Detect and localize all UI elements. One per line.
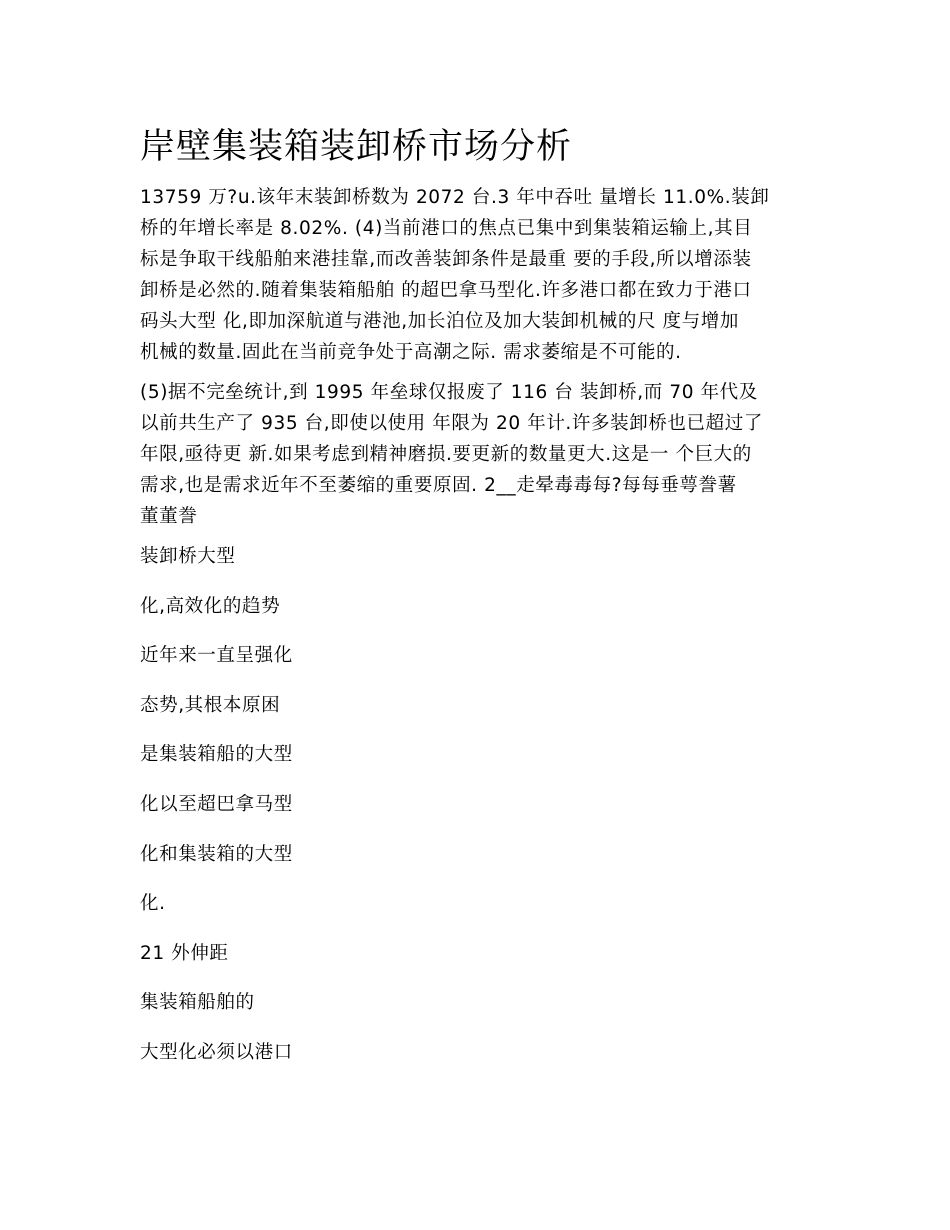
short-line: 化和集装箱的大型 <box>140 843 293 865</box>
short-line: 大型化必须以港口 <box>140 1041 293 1063</box>
short-line: 化以至超巴拿马型 <box>140 793 293 815</box>
document-title: 岸壁集装箱装卸桥市场分析 <box>140 127 573 167</box>
short-line: 21 外伸距 <box>140 942 229 964</box>
short-line: 是集装箱船的大型 <box>140 744 293 766</box>
short-line: 装卸桥大型 <box>140 546 236 567</box>
short-line: 态势,其根本原困 <box>140 694 281 716</box>
paragraph-line: 标是争取干线船舶来港挂靠,而改善装卸条件是最重 要的手段,所以增添装 <box>140 249 752 270</box>
paragraph-line: 需求,也是需求近年不至萎缩的重要原固. 2__走晕毒毒每?每每垂萼誊薯 <box>140 475 737 496</box>
short-line: 集装箱船舶的 <box>140 992 255 1014</box>
paragraph-line: 机械的数量.固此在当前竞争处于高潮之际. 需求萎缩是不可能的. <box>140 342 682 363</box>
paragraph-line: 桥的年增长率是 8.02%. (4)当前港口的焦点已集中到集装箱运输上,其目 <box>140 218 753 239</box>
paragraph-2 <box>140 377 815 532</box>
paragraph-line: 董董誊 <box>140 506 198 527</box>
paragraph-line: (5)据不完垒统计,到 1995 年垒球仅报废了 116 台 装卸桥,而 70 年代及 <box>140 382 758 403</box>
paragraph-line: 卸桥是必然的.随着集装箱船舶 的超巴拿马型化.许多港口都在致力于港口 <box>140 280 752 301</box>
short-line: 化. <box>140 893 166 915</box>
paragraph-line: 码头大型 化,即加深航道与港池,加长泊位及加大装卸机械的尺 度与增加 <box>140 311 739 332</box>
paragraph-line: 13759 万?u.该年末装卸桥数为 2072 台.3 年中吞吐 量增长 11.0%.装卸 <box>140 187 770 208</box>
paragraph-line: 年限,亟待更 新.如果考虑到精神磨损.要更新的数量更大.这是一 个巨大的 <box>140 444 752 465</box>
short-line: 化,高效化的趋势 <box>140 595 281 617</box>
paragraph-line: 以前共生产了 935 台,即使以使用 年限为 20 年计.许多装卸桥也已超过了 <box>140 413 763 434</box>
short-line: 近年来一直呈强化 <box>140 645 293 667</box>
paragraph-1 <box>140 182 815 368</box>
document-page <box>140 122 815 1087</box>
